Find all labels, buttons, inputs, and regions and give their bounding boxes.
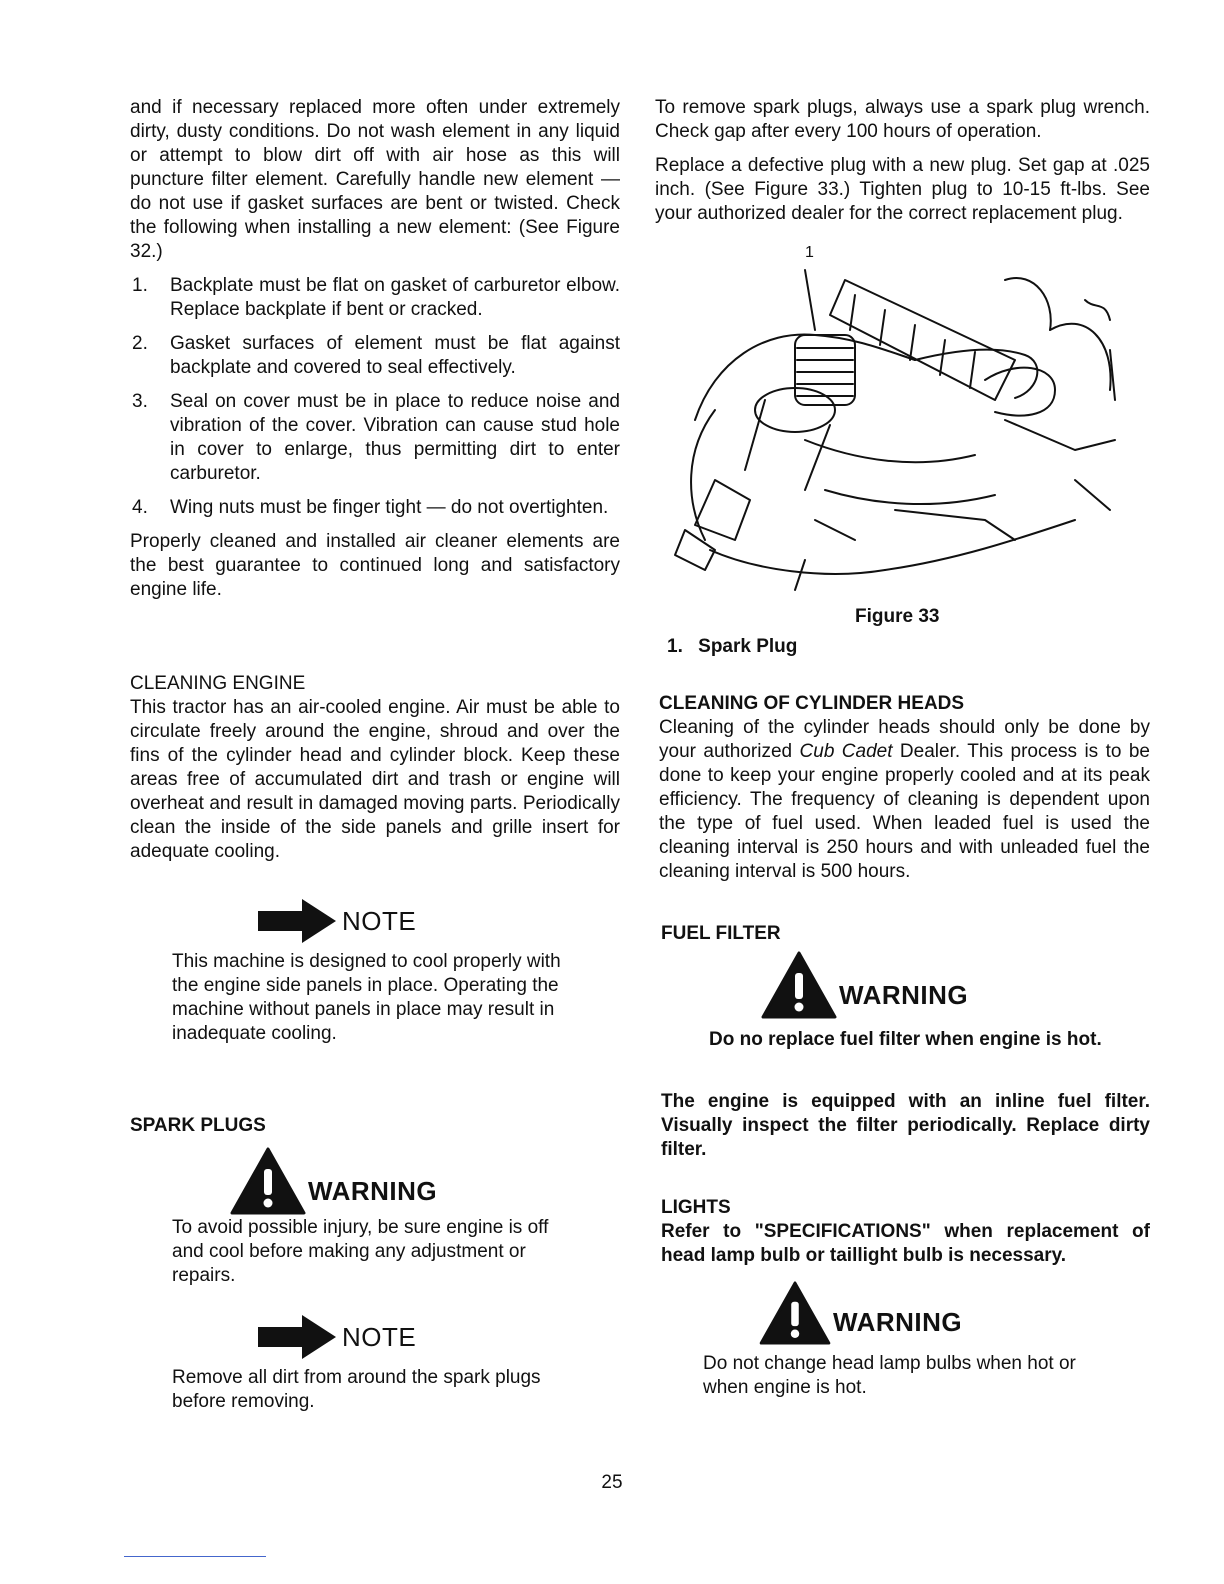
step-item (130, 390, 620, 486)
figure-caption: Figure 33 (855, 606, 940, 627)
figure-33 (655, 240, 1150, 620)
cleaning-engine-body: This tractor has an air-cooled engine. Air must be able to circulate freely around the engine, shroud and over the fins of the cylinder head and cylinder block. Keep these areas free of accumulated dirt and trash or engine will overheat and result in damaged moving parts. Periodically clean the inside of the side panels and grille insert for adequate cooling. (130, 697, 620, 862)
step-text: Seal on cover must be in place to reduce noise and vibration of the cover. Vibration can cause stud hole in cover to enlarge, thus permitting dirt to enter carburetor. (170, 391, 620, 484)
note-callout (130, 1314, 620, 1414)
step-text: Gasket surfaces of element must be flat against backplate and covered to seal effectively. (170, 333, 620, 378)
arrow-right-icon (258, 899, 338, 943)
arrow-right-icon (258, 1315, 338, 1359)
lights-body: Refer to "SPECIFICATIONS" when replacement of head lamp bulb or taillight bulb is necessary. (661, 1221, 1150, 1266)
brand-name: Cub Cadet (799, 741, 893, 762)
cylinder-heads-body-start: Cleaning of the cylinder heads should only be done by your authorized (659, 717, 1150, 762)
note-text: Remove all dirt from around the spark plugs before removing. (172, 1367, 541, 1412)
warning-triangle-icon (761, 951, 837, 1019)
warning-label: WARNING (839, 979, 969, 1010)
legend-number: 1. (667, 636, 683, 657)
step-item (130, 496, 620, 520)
warning-triangle-icon (759, 1281, 831, 1345)
fuel-filter-heading: FUEL FILTER (661, 923, 781, 944)
cylinder-heads-body-end: Dealer. This process is to be done to keep your engine properly cooled and at its peak efficiency. The frequency of cleaning is dependent upon the type of fuel used. When leaded fuel is used the cleaning interval is 250 hours and with unleaded fuel the cleaning interval is 500 hours. (659, 741, 1151, 882)
closing-paragraph: Properly cleaned and installed air cleaner elements are the best guarantee to continued long and satisfactory engine life. (130, 531, 620, 600)
footer-rule (124, 1556, 266, 1557)
page-number: 25 (601, 1472, 623, 1493)
cylinder-heads-section (655, 692, 1150, 884)
intro-paragraph: and if necessary replaced more often under extremely dirty, dusty conditions. Do not wash element in any liquid or attempt to blow dirt off with air hose as this will puncture filter element. Carefully handle new element — do not use if gasket surfaces are bent or twisted. Check the following when installing a new element: (See Figure 32.) (130, 97, 620, 262)
note-header (172, 898, 620, 944)
warning-header (661, 1280, 1150, 1346)
fuel-filter-section (655, 922, 1150, 1162)
cylinder-heads-body (659, 716, 1150, 884)
warning-triangle-icon (230, 1147, 306, 1215)
spark-plug-removal-paragraph: To remove spark plugs, always use a spark plug wrench. Check gap after every 100 hours of operation. (655, 97, 1150, 142)
step-number: 2. (132, 333, 148, 354)
lights-section (655, 1196, 1150, 1400)
note-text: This machine is designed to cool properly with the engine side panels in place. Operating the machine without panels in place may result in inadequate cooling. (172, 951, 561, 1044)
warning-callout (661, 950, 1150, 1052)
spark-plugs-heading: SPARK PLUGS (130, 1115, 266, 1136)
cleaning-engine-heading: CLEANING ENGINE (130, 673, 306, 694)
warning-text: Do not change head lamp bulbs when hot or when engine is hot. (703, 1353, 1076, 1398)
step-number: 3. (132, 391, 148, 412)
fuel-filter-body: The engine is equipped with an inline fuel filter. Visually inspect the filter periodically. Replace dirty filter. (661, 1091, 1150, 1160)
step-item (130, 332, 620, 380)
cleaning-engine-section (130, 672, 620, 1046)
step-text: Wing nuts must be finger tight — do not overtighten. (170, 497, 609, 518)
spark-plugs-section (130, 1114, 620, 1414)
warning-text: Do no replace fuel filter when engine is hot. (709, 1029, 1102, 1050)
warning-header (172, 1146, 620, 1216)
step-item (130, 274, 620, 322)
warning-callout (661, 1280, 1150, 1400)
figure-callout-number: 1 (805, 244, 814, 261)
step-text: Backplate must be flat on gasket of carburetor elbow. Replace backplate if bent or cracked. (170, 275, 620, 320)
warning-label: WARNING (833, 1306, 963, 1337)
right-column (655, 96, 1150, 1400)
step-number: 4. (132, 497, 148, 518)
figure-legend (655, 636, 1150, 658)
note-header (172, 1314, 620, 1360)
note-label: NOTE (342, 1321, 417, 1352)
warning-label: WARNING (308, 1175, 438, 1206)
warning-header (661, 950, 1150, 1020)
install-steps-list (130, 274, 620, 520)
warning-text: To avoid possible injury, be sure engine is off and cool before making any adjustment or repairs. (172, 1217, 549, 1286)
spark-plug-illustration (655, 240, 1150, 600)
lights-heading: LIGHTS (661, 1197, 731, 1218)
spark-plug-replace-paragraph: Replace a defective plug with a new plug. Set gap at .025 inch. (See Figure 33.) Tighten plug to 10-15 ft-lbs. See your authorized dealer for the correct replacement plug. (655, 155, 1150, 224)
legend-label: Spark Plug (698, 636, 798, 657)
cylinder-heads-heading: CLEANING OF CYLINDER HEADS (659, 693, 965, 714)
step-number: 1. (132, 275, 148, 296)
note-callout (130, 898, 620, 1046)
note-label: NOTE (342, 905, 417, 936)
left-column (130, 96, 620, 1414)
warning-callout (130, 1146, 620, 1288)
